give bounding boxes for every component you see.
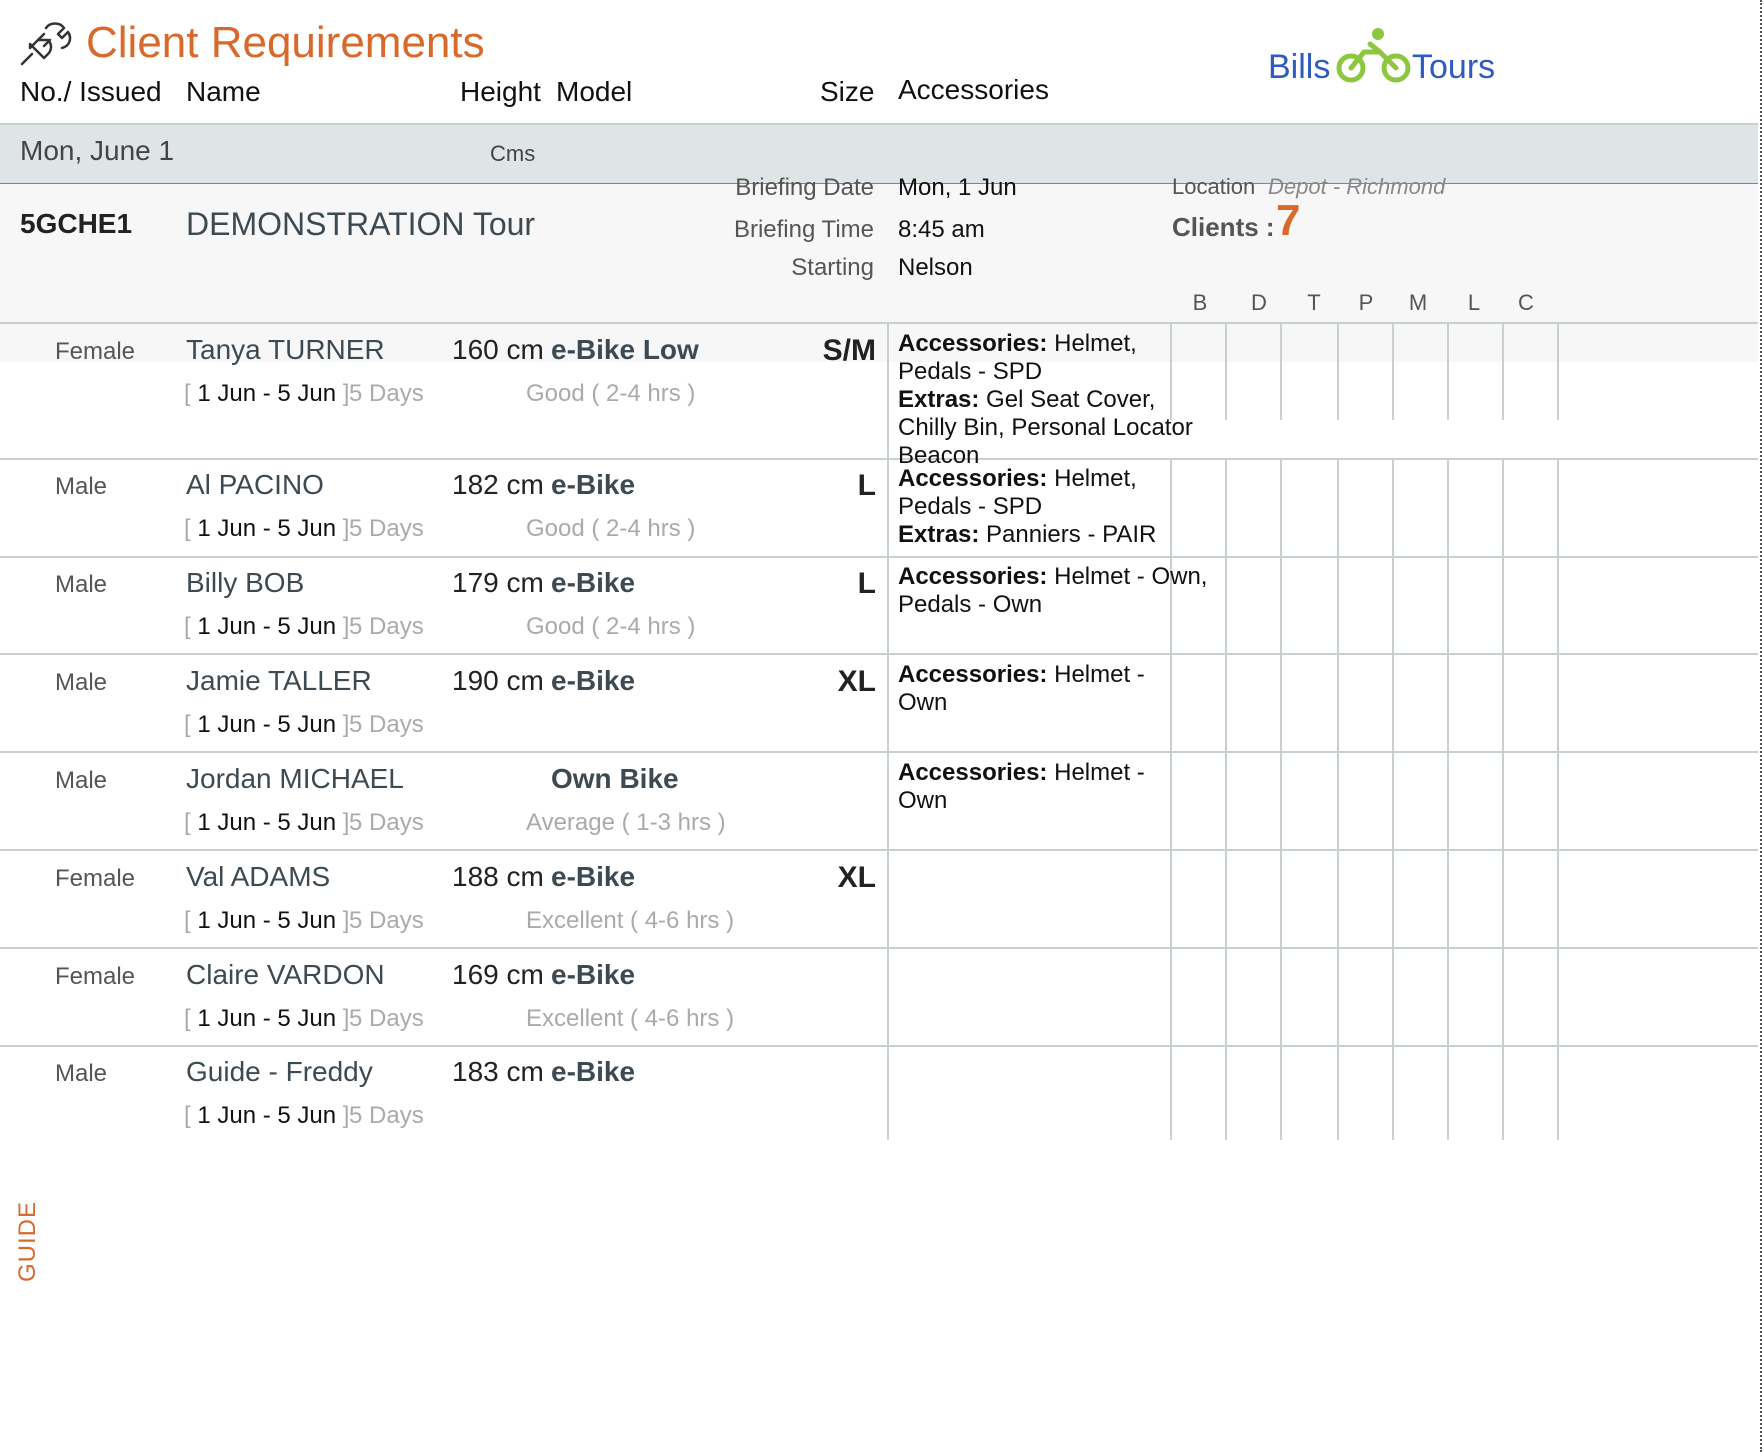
client-fitness: Average ( 1-3 hrs ) [526, 809, 726, 836]
client-bike-model: e-Bike [551, 469, 636, 500]
client-name: Val ADAMS [186, 861, 331, 892]
client-fitness: Excellent ( 4-6 hrs ) [526, 907, 735, 934]
check-column-d: D [1251, 290, 1267, 315]
grid-line [1225, 324, 1227, 420]
client-gender: Male [55, 767, 108, 794]
check-column-c: C [1518, 290, 1534, 315]
client-days: 5 Days [349, 515, 424, 542]
row-divider [0, 751, 1758, 753]
check-column-p: P [1358, 290, 1374, 315]
client-fitness: Excellent ( 4-6 hrs ) [526, 1005, 735, 1032]
client-fitness: Good ( 2-4 hrs ) [526, 613, 696, 640]
client-bike-model: e-Bike [551, 1056, 636, 1087]
starting-label: Starting [791, 254, 874, 281]
grid-line [887, 324, 889, 1140]
row-divider [0, 556, 1758, 558]
grid-line [1225, 460, 1227, 1140]
tour-code: 5GCHE1 [20, 208, 133, 239]
briefing-date-label: Briefing Date [735, 174, 874, 201]
client-gender: Male [55, 571, 108, 598]
client-name: Al PACINO [186, 469, 324, 500]
client-gender: Male [55, 669, 108, 696]
page-edge [1760, 0, 1762, 1452]
grid-line [1392, 460, 1394, 1140]
clients-label: Clients : [1172, 212, 1275, 242]
units-label: Cms [490, 141, 536, 166]
grid-line [1337, 460, 1339, 1140]
column-header-name: Name [186, 76, 261, 107]
client-name: Jamie TALLER [186, 665, 372, 696]
row-divider [0, 849, 1758, 851]
client-dates: [ 1 Jun - 5 Jun ] [184, 711, 350, 738]
client-gender: Male [55, 473, 108, 500]
row-divider [0, 322, 1758, 324]
starting-value: Nelson [898, 254, 973, 281]
client-name: Jordan MICHAEL [186, 763, 404, 794]
client-accessories: Accessories: Helmet - Own [898, 661, 1145, 716]
client-gender: Female [55, 338, 136, 365]
briefing-date-value: Mon, 1 Jun [898, 174, 1017, 201]
date-label: Mon, June 1 [20, 135, 175, 166]
grid-line [1447, 324, 1449, 420]
briefing-time-label: Briefing Time [733, 216, 874, 243]
client-height: 179 cm [452, 567, 544, 598]
row-divider [0, 947, 1758, 949]
client-bike-model: e-Bike Low [551, 334, 699, 365]
client-days: 5 Days [349, 1102, 424, 1129]
client-days: 5 Days [349, 809, 424, 836]
client-name: Billy BOB [186, 567, 305, 598]
check-column-b: B [1192, 290, 1208, 315]
column-header-size: Size [820, 76, 875, 107]
grid-line [1392, 324, 1394, 420]
row-divider [0, 458, 1758, 460]
grid-line [1337, 324, 1339, 420]
page-title: Client Requirements [86, 18, 485, 67]
client-dates: [ 1 Jun - 5 Jun ] [184, 1005, 350, 1032]
client-size: S/M [822, 334, 876, 367]
column-header-accessories: Accessories [898, 74, 1049, 105]
grid-line [1280, 324, 1282, 420]
check-column-t: T [1307, 290, 1321, 315]
column-header-no: No./ Issued [20, 76, 162, 107]
client-height: 169 cm [452, 959, 544, 990]
client-bike-model: e-Bike [551, 861, 636, 892]
client-name: Claire VARDON [186, 959, 385, 990]
grid-line [1502, 460, 1504, 1140]
client-bike-model: e-Bike [551, 959, 636, 990]
bicycle-logo-icon [1336, 26, 1412, 84]
client-accessories: Accessories: Helmet, Pedals - SPD Extras: Panniers - PAIR [898, 465, 1157, 548]
client-size: L [857, 469, 876, 502]
client-size: L [857, 567, 876, 600]
check-column-m: M [1408, 290, 1428, 315]
client-name: Guide - Freddy [186, 1056, 373, 1087]
client-height: 190 cm [452, 665, 544, 696]
client-height: 160 cm [452, 334, 544, 365]
client-size: XL [837, 665, 876, 698]
briefing-time-value: 8:45 am [898, 216, 985, 243]
client-bike-model: Own Bike [551, 763, 679, 794]
grid-line [1447, 460, 1449, 1140]
client-bike-model: e-Bike [551, 665, 636, 696]
client-gender: Male [55, 1060, 108, 1087]
row-divider [0, 1045, 1758, 1047]
brand-name-left: Bills [1268, 48, 1331, 86]
location-label: Location [1172, 174, 1256, 199]
clients-count: 7 [1276, 196, 1301, 245]
client-accessories: Accessories: Helmet - Own [898, 759, 1145, 814]
client-bike-model: e-Bike [551, 567, 636, 598]
grid-line [1502, 324, 1504, 420]
client-dates: [ 1 Jun - 5 Jun ] [184, 1102, 350, 1129]
client-name: Tanya TURNER [186, 334, 385, 365]
check-column-l: L [1467, 290, 1481, 315]
brand-name-right: Tours [1412, 48, 1496, 86]
tour-name: DEMONSTRATION Tour [186, 206, 536, 242]
client-gender: Female [55, 865, 136, 892]
client-days: 5 Days [349, 380, 424, 407]
client-days: 5 Days [349, 907, 424, 934]
client-dates: [ 1 Jun - 5 Jun ] [184, 809, 350, 836]
client-accessories: Accessories: Helmet - Own, Pedals - Own [898, 563, 1208, 618]
client-dates: [ 1 Jun - 5 Jun ] [184, 613, 350, 640]
row-divider [0, 653, 1758, 655]
client-height: 182 cm [452, 469, 544, 500]
client-height: 188 cm [452, 861, 544, 892]
client-accessories: Accessories: Helmet, Pedals - SPD Extras: Gel Seat Cover, Chilly Bin, Personal Locator Beacon [898, 330, 1193, 469]
guide-tag: GUIDE [14, 1200, 41, 1282]
client-days: 5 Days [349, 1005, 424, 1032]
client-fitness: Good ( 2-4 hrs ) [526, 515, 696, 542]
grid-line [1557, 460, 1559, 1140]
location-value: Depot - Richmond [1268, 174, 1446, 199]
client-size: XL [837, 861, 876, 894]
grid-line [1557, 324, 1559, 420]
column-header-height: Height [460, 76, 541, 107]
client-fitness: Good ( 2-4 hrs ) [526, 380, 696, 407]
client-dates: [ 1 Jun - 5 Jun ] [184, 515, 350, 542]
client-gender: Female [55, 963, 136, 990]
date-band [0, 123, 1758, 185]
column-header-model: Model [556, 76, 633, 107]
client-days: 5 Days [349, 711, 424, 738]
plug-wrench-icon [16, 18, 72, 70]
grid-line [1280, 460, 1282, 1140]
client-height: 183 cm [452, 1056, 544, 1087]
client-days: 5 Days [349, 613, 424, 640]
client-dates: [ 1 Jun - 5 Jun ] [184, 907, 350, 934]
client-dates: [ 1 Jun - 5 Jun ] [184, 380, 350, 407]
